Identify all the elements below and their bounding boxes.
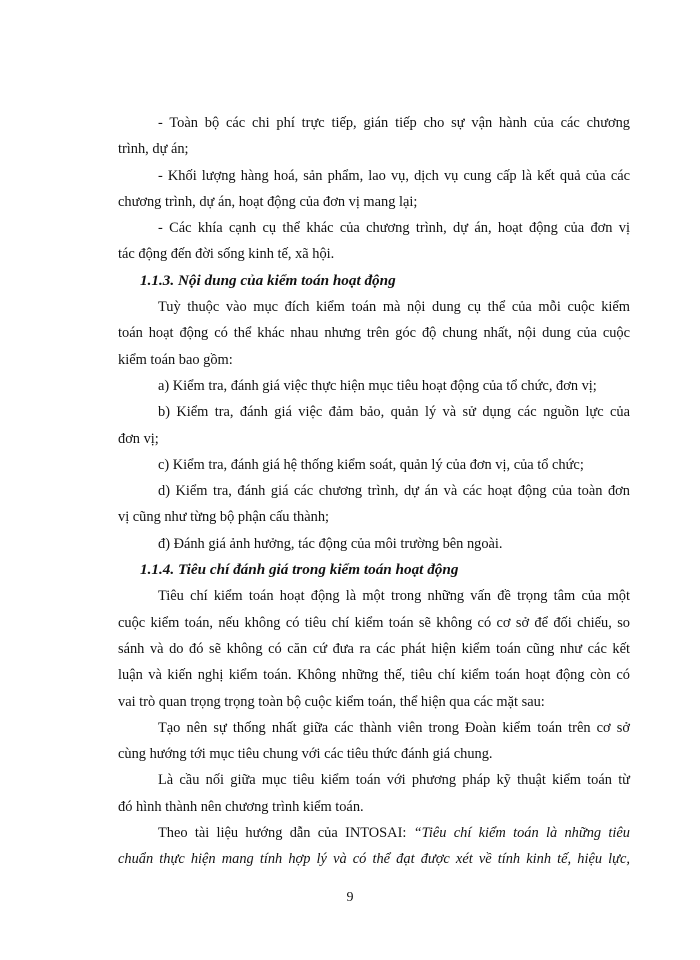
list-item: d) Kiểm tra, đánh giá các chương trình, dự án và các hoạt động của toàn đơn: [158, 483, 630, 500]
text-line: vai trò quan trọng trọng toàn bộ cuộc kiểm toán, thể hiện qua các mặt sau:: [118, 693, 545, 710]
list-item: đ) Đánh giá ảnh hưởng, tác động của môi trường bên ngoài.: [158, 535, 503, 552]
text-line: - Toàn bộ các chi phí trực tiếp, gián tiếp cho sự vận hành của các chương: [158, 115, 630, 131]
text-line: Tạo nên sự thống nhất giữa các thành viên trong Đoàn kiểm toán trên cơ sở: [158, 719, 630, 736]
text-line: chương trình, dự án, hoạt động của đơn vị mang lại;: [118, 193, 418, 210]
text-line: trình, dự án;: [118, 141, 189, 158]
text-line: cùng hướng tới mục tiêu chung với các tiêu thức đánh giá chung.: [118, 746, 493, 763]
text-line: vị cũng như từng bộ phận cấu thành;: [118, 509, 330, 526]
text-line: [118, 820, 630, 846]
text-line: đó hình thành nên chương trình kiểm toán.: [118, 798, 364, 815]
list-item: a) Kiểm tra, đánh giá việc thực hiện mục tiêu hoạt động của tổ chức, đơn vị;: [158, 377, 597, 394]
text-line: tác động đến đời sống kinh tế, xã hội.: [118, 246, 335, 263]
quote-text: “Tiêu chí kiểm toán là những tiêu: [413, 825, 630, 842]
text-line: kiểm toán bao gồm:: [118, 351, 233, 368]
page-body: [118, 110, 630, 873]
text-line: - Các khía cạnh cụ thể khác của chương trình, dự án, hoạt động của đơn vị: [158, 220, 630, 237]
text-line: toán hoạt động có thể khác nhau nhưng trên góc độ chung nhất, nội dung của cuộc: [118, 325, 630, 342]
text-line: Tuỳ thuộc vào mục đích kiểm toán mà nội dung cụ thể của mỗi cuộc kiểm: [158, 299, 630, 316]
text-line: sánh và do đó sẽ không có căn cứ đưa ra các phát hiện kiểm toán cũng như các kết: [118, 640, 630, 657]
quote-line: chuẩn thực hiện mang tính hợp lý và có thể đạt được xét về tính kinh tế, hiệu lực,: [118, 851, 630, 868]
text-line: Là cầu nối giữa mục tiêu kiểm toán với phương pháp kỹ thuật kiểm toán từ: [158, 772, 630, 789]
list-item: b) Kiểm tra, đánh giá việc đảm bảo, quản lý và sử dụng các nguồn lực của: [158, 404, 630, 421]
text-line: - Khối lượng hàng hoá, sản phẩm, lao vụ, dịch vụ cung cấp là kết quả của các: [158, 167, 630, 184]
text-line: luận và kiến nghị kiểm toán. Không những thế, tiêu chí kiểm toán hoạt động còn có: [118, 667, 630, 684]
list-item: c) Kiểm tra, đánh giá hệ thống kiểm soát, quản lý của đơn vị, của tổ chức;: [158, 456, 584, 473]
page-number: 9: [346, 890, 354, 905]
text-line: cuộc kiểm toán, nếu không có tiêu chí kiểm toán sẽ không có cơ sở để đối chiếu, so: [118, 614, 630, 631]
text-line: đơn vị;: [118, 430, 159, 447]
section-heading-1-1-4: 1.1.4. Tiêu chí đánh giá trong kiểm toán hoạt động: [140, 561, 459, 579]
section-heading-1-1-3: 1.1.3. Nội dung của kiểm toán hoạt động: [140, 271, 396, 289]
text-line: Tiêu chí kiểm toán hoạt động là một trong những vấn đề trọng tâm của một: [158, 588, 630, 605]
text-run: Theo tài liệu hướng dẫn của INTOSAI:: [158, 825, 414, 842]
